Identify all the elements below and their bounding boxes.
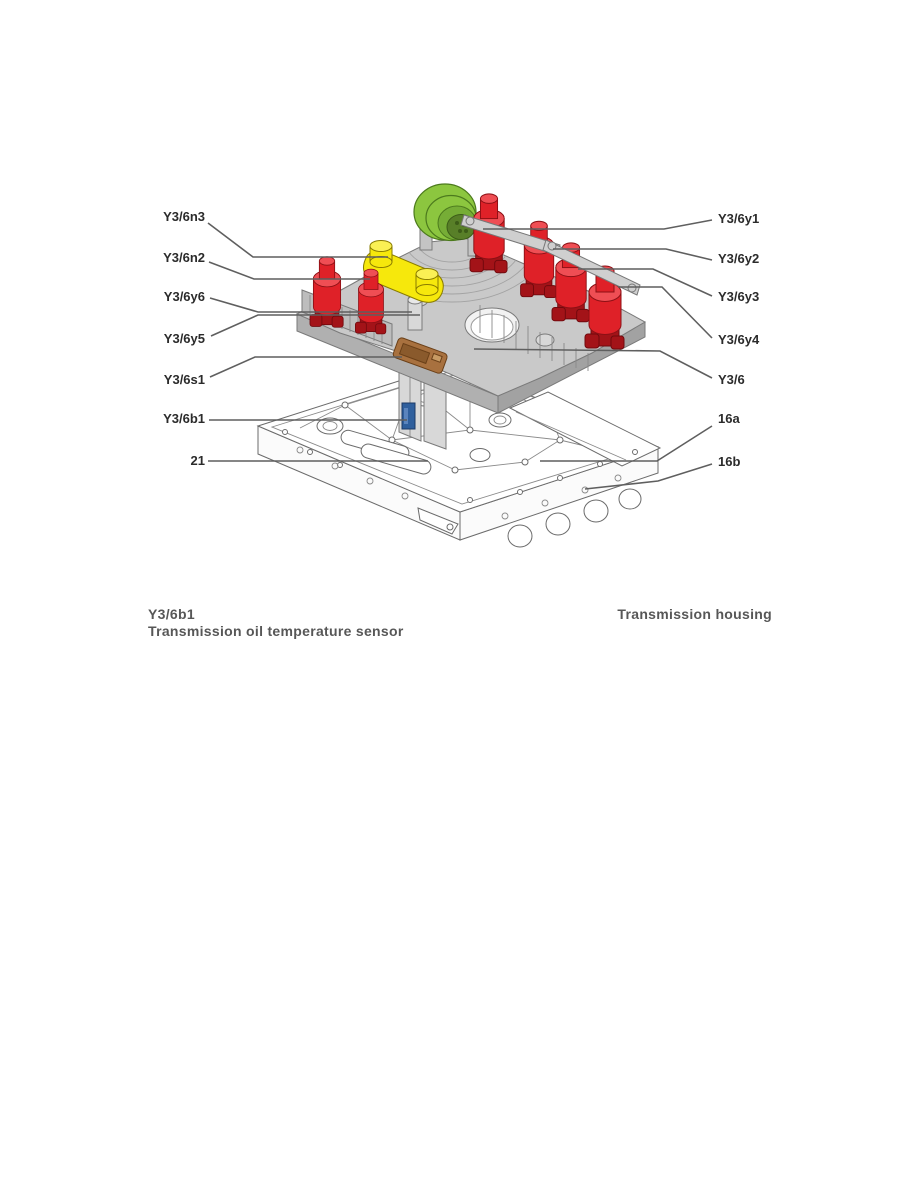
leader-y3-6y1 [483, 220, 712, 229]
callout-y3-6b1: Y3/6b1 [163, 411, 205, 426]
callout-y3-6n2: Y3/6n2 [163, 250, 205, 265]
callout-y3-6y3: Y3/6y3 [718, 289, 760, 304]
callout-y3-6n3: Y3/6n3 [163, 209, 205, 224]
callout-21: 21 [190, 453, 205, 468]
caption-housing: Transmission housing [617, 606, 772, 622]
callout-y3-6y6: Y3/6y6 [163, 289, 205, 304]
leader-y3-6n2 [209, 262, 370, 279]
callout-y3-6y1: Y3/6y1 [718, 211, 760, 226]
callout-y3-6: Y3/6 [718, 372, 745, 387]
callout-16b: 16b [718, 454, 741, 469]
callout-y3-6y4: Y3/6y4 [718, 332, 760, 347]
leader-y3-6n3 [208, 223, 388, 257]
solenoid-y3-6y6 [310, 257, 343, 328]
callout-16a: 16a [718, 411, 740, 426]
callout-y3-6s1: Y3/6s1 [163, 372, 205, 387]
solenoid-y3-6y2 [521, 221, 557, 297]
oil-temperature-sensor [402, 403, 415, 429]
callout-y3-6y5: Y3/6y5 [163, 331, 205, 346]
callout-y3-6y2: Y3/6y2 [718, 251, 760, 266]
caption-component-code: Y3/6b1 [148, 606, 195, 622]
caption-component-description: Transmission oil temperature sensor [148, 623, 404, 639]
